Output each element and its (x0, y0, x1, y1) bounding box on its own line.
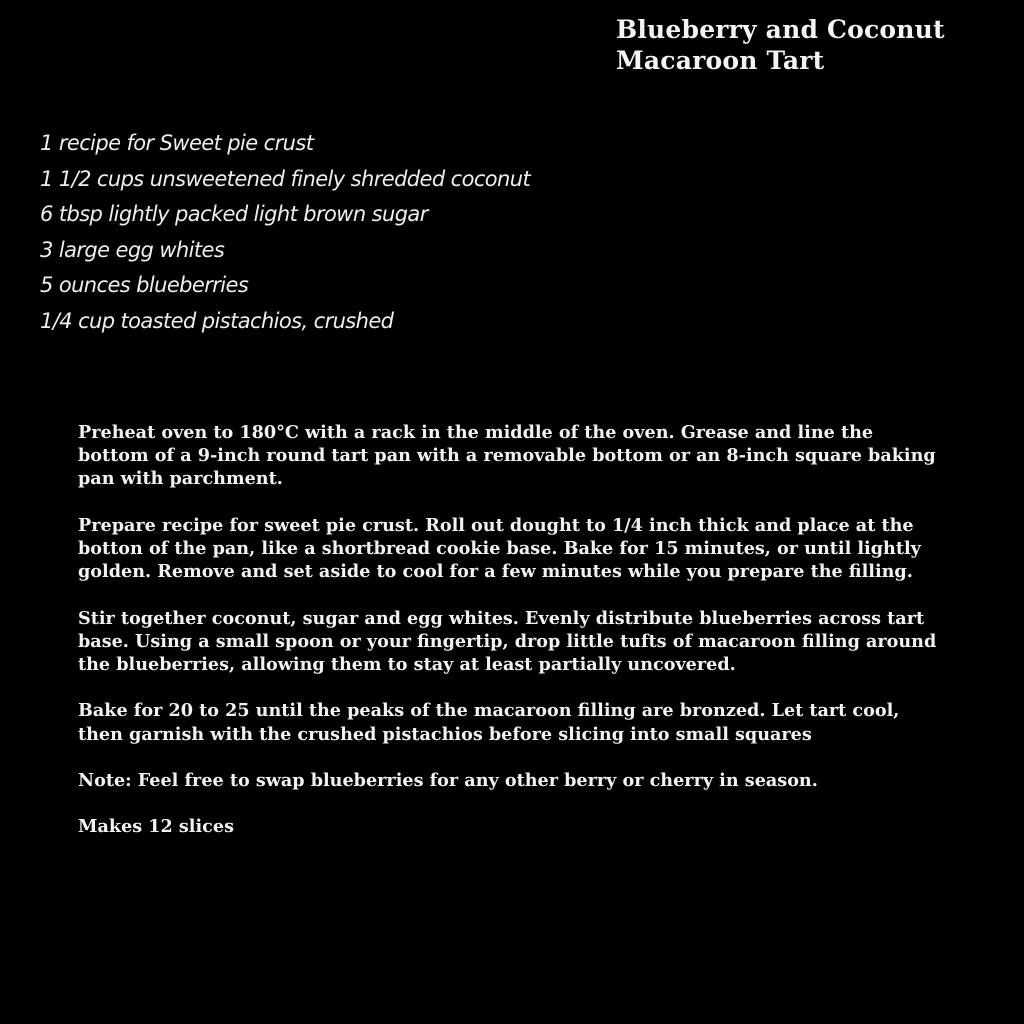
ingredient-item: 1 recipe for Sweet pie crust (40, 131, 314, 155)
method-step: Bake for 20 to 25 until the peaks of the macaroon filling are bronzed. Let tart cool, then garnish with the crushed pistachios before slicing into small squares (78, 700, 900, 745)
recipe-yield: Makes 12 slices (78, 816, 234, 838)
method-step: Preheat oven to 180°C with a rack in the middle of the oven. Grease and line the bottom of a 9-inch round tart pan with a removable bottom or an 8-inch square baking pan with parchment. (78, 422, 936, 490)
recipe-note: Note: Feel free to swap blueberries for any other berry or cherry in season. (78, 769, 818, 791)
method-section (78, 421, 938, 862)
ingredient-item: 6 tbsp lightly packed light brown sugar (40, 202, 428, 227)
ingredient-item: 3 large egg whites (40, 237, 225, 262)
recipe-title-line-1: Blueberry and Coconut (616, 15, 945, 44)
ingredient-list (40, 126, 530, 340)
method-step: Prepare recipe for sweet pie crust. Roll out dought to 1/4 inch thick and place at the botton of the pan, like a shortbread cookie base. Bake for 15 minutes, or until lightly golden. Remove and set aside to cool for a few minutes while you prepare the filling. (78, 514, 921, 583)
ingredient-item: 1 1/2 cups unsweetened finely shredded coconut (40, 166, 531, 191)
ingredient-item: 5 ounces blueberries (40, 273, 249, 298)
ingredient-item: 1/4 cup toasted pistachios, crushed (40, 308, 394, 333)
method-step: Stir together coconut, sugar and egg whites. Evenly distribute blueberries across tart base. Using a small spoon or your fingertip, drop little tufts of macaroon filling around the blueberries, allowing them to stay at least partially uncovered. (78, 607, 937, 675)
recipe-title (616, 14, 1016, 76)
recipe-title-line-2: Macaroon Tart (616, 46, 825, 75)
